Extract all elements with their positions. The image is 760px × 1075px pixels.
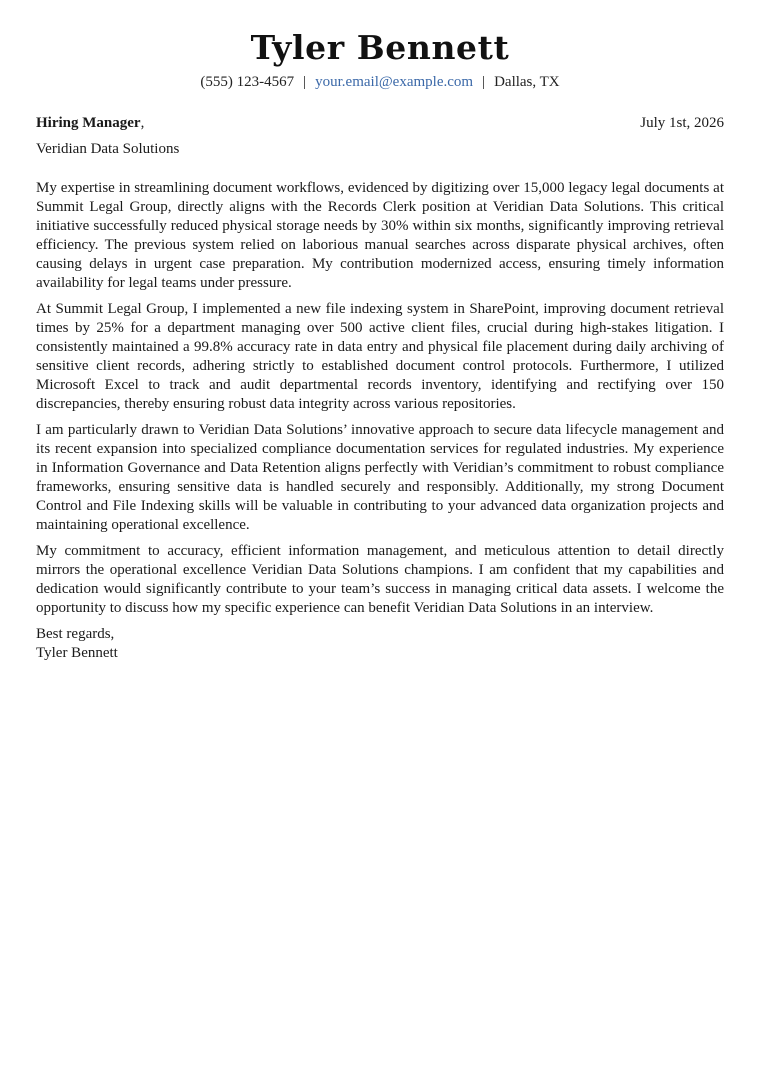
recipient-title: Hiring Manager — [36, 115, 141, 131]
salutation — [36, 113, 144, 133]
recipient-row — [36, 113, 724, 133]
phone-number: (555) 123-4567 — [200, 74, 295, 90]
applicant-name: Tyler Bennett — [250, 28, 510, 67]
contact-line — [36, 72, 724, 92]
email-link[interactable]: your.email@example.com — [315, 74, 474, 90]
separator: | — [482, 74, 486, 90]
letter-body — [36, 179, 724, 618]
separator: | — [303, 74, 307, 90]
body-paragraph: At Summit Legal Group, I implemented a new file indexing system in SharePoint, improving document retrieval times by 25% for a department managing over 500 active client files, crucial during high-stakes litigation. I consistently maintained a 99.8% accuracy rate in data entry and physical file placement during daily archiving of sensitive client records, adhering strictly to established document control protocols. Furthermore, I utilized Microsoft Excel to track and audit departmental records inventory, identifying and rectifying over 150 discrepancies, thereby ensuring robust data integrity across various repositories. — [36, 301, 724, 412]
body-paragraph: My expertise in streamlining document workflows, evidenced by digitizing over 15,000 legacy legal documents at Summit Legal Group, directly aligns with the Records Clerk position at Veridian Data Solutions. This critical initiative successfully reduced physical storage needs by 30% within six months, significantly improving retrieval efficiency. The previous system relied on laborious manual searches across disparate physical archives, often causing delays in urgent case preparation. My contribution modernized access, ensuring timely information availability for legal teams under pressure. — [36, 180, 724, 291]
recipient-company: Veridian Data Solutions — [36, 141, 180, 157]
sign-off: Best regards, — [36, 626, 115, 642]
signature-name: Tyler Bennett — [36, 645, 118, 661]
location: Dallas, TX — [494, 74, 560, 90]
body-paragraph: I am particularly drawn to Veridian Data Solutions’ innovative approach to secure data lifecycle management and its recent expansion into specialized compliance documentation services for regulated industries. My experience in Information Governance and Data Retention aligns perfectly with Veridian’s commitment to robust compliance frameworks, ensuring sensitive data is handled securely and responsibly. Additionally, my strong Document Control and File Indexing skills will be valuable in contributing to your advanced data organization projects and maintaining operational excellence. — [36, 422, 724, 533]
body-paragraph: My commitment to accuracy, efficient information management, and meticulous attention to detail directly mirrors the operational excellence Veridian Data Solutions champions. I am confident that my capabilities and dedication would significantly contribute to your team’s success in managing critical data assets. I welcome the opportunity to discuss how my specific experience can benefit Veridian Data Solutions in an interview. — [36, 543, 724, 616]
closing-block — [36, 625, 724, 663]
letter-date: July 1st, 2026 — [640, 115, 724, 131]
salutation-punctuation: , — [140, 115, 145, 131]
